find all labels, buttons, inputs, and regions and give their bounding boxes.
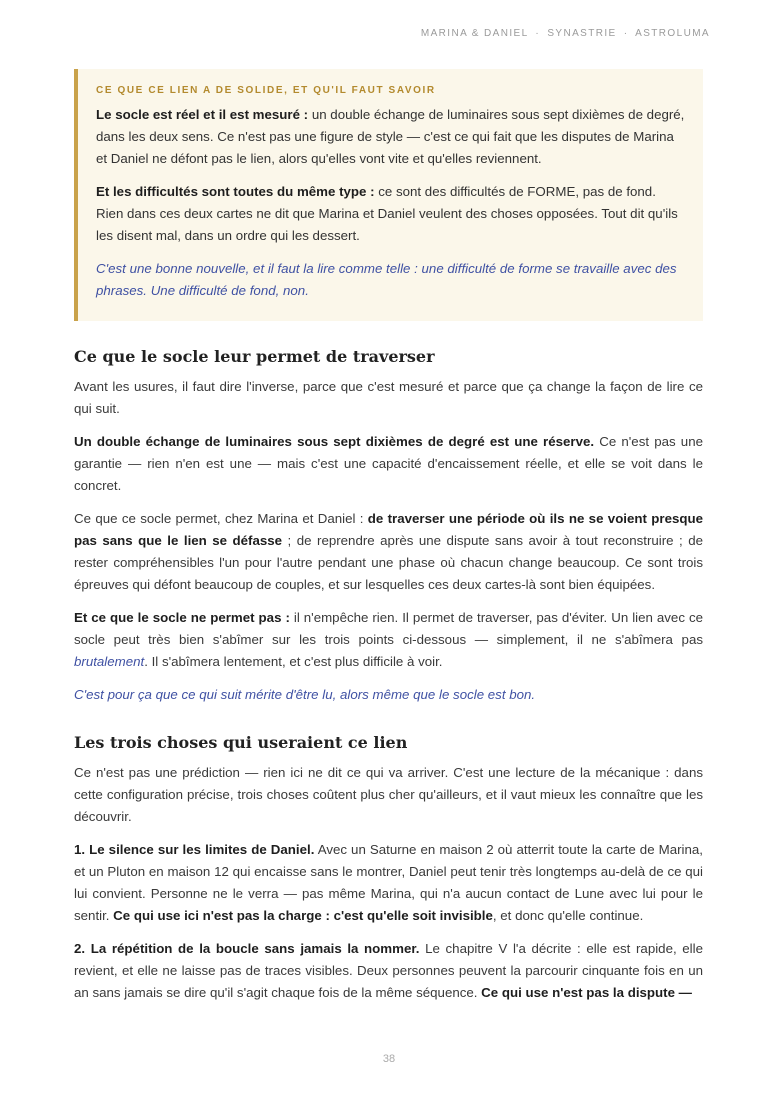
callout-bold: Le socle est réel et il est mesuré : — [96, 107, 309, 122]
callout-paragraph — [96, 181, 685, 247]
section-socle — [74, 347, 703, 717]
section-title: Les trois choses qui useraient ce lien — [74, 733, 408, 752]
header-brand: ASTROLUMA — [635, 28, 710, 39]
callout-box — [74, 69, 703, 321]
header-separator: · — [623, 28, 629, 39]
header-separator: · — [535, 28, 541, 39]
bold-text: 1. Le silence sur les limites de Daniel. — [74, 842, 315, 857]
callout-text: un double échange de luminaires sous sept dixièmes de degré, dans les deux sens. Ce n'est pas une figure de style — c'est ce qui fait que les disputes de Marina et Daniel ne défont pas le lien, alors qu'elles vont vite et qu'elles reviennent. — [96, 107, 685, 166]
paragraph: Ce n'est pas une prédiction — rien ici ne dit ce qui va arriver. C'est une lecture de la mécanique : dans cette configuration précise, trois choses coûtent plus cher qu'ailleurs, et il vaut mieux les connaître que les découvrir. — [74, 765, 703, 824]
callout-text: ce sont des difficultés de FORME, pas de fond. Rien dans ces deux cartes ne dit que Marina et Daniel veulent des choses opposées. Tout dit qu'ils les disent mal, dans un ordre qui les dessert. — [96, 184, 678, 243]
paragraph — [74, 431, 703, 497]
callout-bold: Et les difficultés sont toutes du même type : — [96, 184, 375, 199]
bold-text: 2. La répétition de la boucle sans jamais la nommer. — [74, 941, 420, 956]
text: Le chapitre V l'a décrite : elle est rapide, elle revient, et elle ne laisse pas de traces visibles. Deux personnes peuvent la parcourir cinquante fois en un an sans jamais se dire qu'il s'agit chaque fois de la même séquence. — [74, 941, 703, 1000]
section-title: Ce que le socle leur permet de traverser — [74, 347, 435, 366]
paragraph — [74, 938, 703, 1004]
page-number: 38 — [382, 1053, 396, 1065]
header-type: SYNASTRIE — [547, 28, 617, 39]
paragraph — [74, 607, 703, 673]
header-names: MARINA & DANIEL — [420, 28, 529, 39]
text: . Il s'abîmera lentement, et c'est plus difficile à voir. — [144, 654, 443, 669]
emphasis-paragraph: C'est pour ça que ce qui suit mérite d'être lu, alors même que le socle est bon. — [74, 687, 536, 702]
text: ; de reprendre après une dispute sans avoir à tout reconstruire ; de rester compréhensibles l'un pour l'autre pendant une phase où chacun change beaucoup. Ce sont trois épreuves qui défont beaucoup de couples, et sur lesquelles ces deux cartes-là sont bien équipées. — [74, 533, 703, 592]
bold-text: Et ce que le socle ne permet pas : — [74, 610, 290, 625]
callout-paragraph — [96, 104, 685, 170]
paragraph — [74, 508, 703, 596]
paragraph: Avant les usures, il faut dire l'inverse, parce que c'est mesuré et parce que ça change la façon de lire ce qui suit. — [74, 379, 703, 416]
callout-label: CE QUE CE LIEN A DE SOLIDE, ET QU'IL FAUT SAVOIR — [96, 85, 436, 96]
bold-text: Un double échange de luminaires sous sept dixièmes de degré est une réserve. — [74, 434, 595, 449]
bold-text: Ce qui use n'est pas la dispute — — [481, 985, 692, 1000]
text: Ce que ce socle permet, chez Marina et Daniel : — [74, 511, 368, 526]
bold-text: de traverser une période où ils ne se voient presque pas sans que le lien se défasse — [74, 511, 703, 548]
paragraph — [74, 839, 703, 927]
bold-text: Ce qui use ici n'est pas la charge : c'est qu'elle soit invisible — [113, 908, 493, 923]
text: Avec un Saturne en maison 2 où atterrit toute la carte de Marina, et un Pluton en maison 12 qui encaisse sans le montrer, Daniel peut tenir très longtemps au-delà de ce qui lui convient. Personne ne le verra — pas même Marina, qui n'a aucun contact de Lune avec lui pour le sentir. — [74, 842, 703, 923]
text: , et donc qu'elle continue. — [492, 908, 644, 923]
running-header — [421, 28, 710, 39]
section-usures — [74, 733, 703, 1015]
text: Ce n'est pas une garantie — rien n'en est une — mais c'est une capacité d'encaissement réelle, et elle se voit dans le concret. — [74, 434, 703, 493]
italic-text: brutalement — [74, 654, 145, 669]
text: il n'empêche rien. Il permet de traverser, pas d'éviter. Un lien avec ce socle peut très bien s'abîmer sur les trois points ci-dessous — simplement, il ne s'abîmera pas — [74, 610, 703, 647]
callout-conclusion: C'est une bonne nouvelle, et il faut la lire comme telle : une difficulté de forme se travaille avec des phrases. Une difficulté de fond, non. — [96, 261, 677, 298]
